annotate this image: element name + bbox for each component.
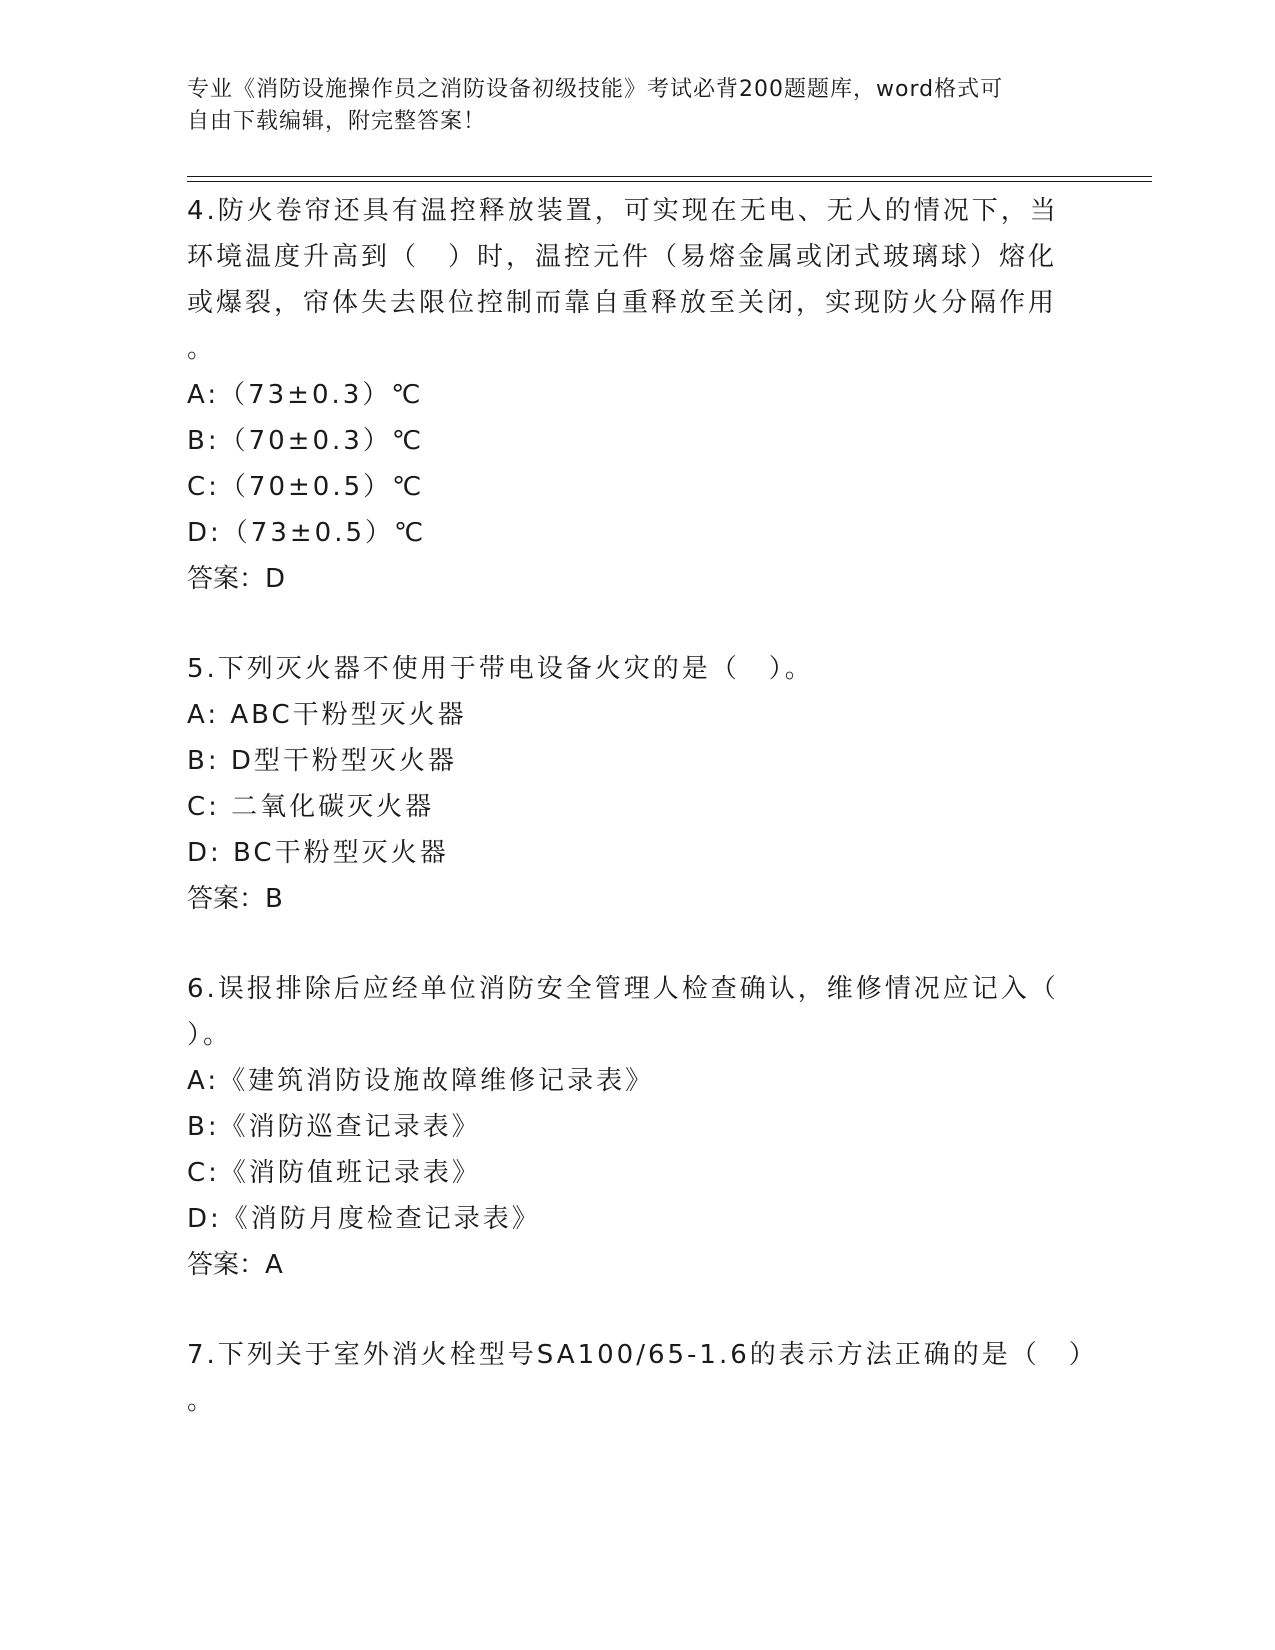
- question-text-line: 6.误报排除后应经单位消防安全管理人检查确认，维修情况应记入（: [187, 974, 1059, 1004]
- option-d: D: BC干粉型灭火器: [187, 838, 449, 868]
- answer: 答案：B: [187, 884, 283, 914]
- question-text-line: 5.下列灭火器不使用于带电设备火灾的是（ ）。: [187, 654, 814, 684]
- option-b: B: D型干粉型灭火器: [187, 746, 457, 776]
- question-text-line: 4.防火卷帘还具有温控释放装置，可实现在无电、无人的情况下，当: [187, 196, 1059, 226]
- question-text-line: 7.下列关于室外消火栓型号SA100/65-1.6的表示方法正确的是（ ）: [187, 1340, 1098, 1370]
- header-line-2: 自由下载编辑，附完整答案！: [187, 109, 487, 134]
- header-divider-top: [187, 176, 1152, 177]
- option-c: C: 二氧化碳灭火器: [187, 792, 435, 822]
- option-a: A: ABC干粉型灭火器: [187, 700, 467, 730]
- question-text-line: 或爆裂，帘体失去限位控制而靠自重释放至关闭，实现防火分隔作用: [187, 288, 1058, 318]
- option-c: C:《消防值班记录表》: [187, 1158, 481, 1188]
- question-text-line: 。: [187, 1386, 217, 1416]
- header-divider-bottom: [187, 181, 1152, 182]
- question-5: [187, 646, 1067, 922]
- question-6: [187, 966, 1067, 1288]
- option-d: D:（73±0.5）℃: [187, 518, 427, 548]
- question-text-line: 。: [187, 334, 217, 364]
- answer: 答案：D: [187, 564, 286, 594]
- option-a: A:《建筑消防设施故障维修记录表》: [187, 1066, 655, 1096]
- question-4: [187, 188, 1067, 602]
- question-list: [187, 188, 1098, 1468]
- option-b: B:《消防巡查记录表》: [187, 1112, 481, 1142]
- document-header: [187, 74, 1067, 138]
- option-a: A:（73±0.3）℃: [187, 380, 424, 410]
- answer: 答案：A: [187, 1250, 283, 1280]
- question-text-line: 环境温度升高到（ ）时，温控元件（易熔金属或闭式玻璃球）熔化: [187, 242, 1058, 272]
- option-c: C:（70±0.5）℃: [187, 472, 425, 502]
- question-7: [187, 1332, 1098, 1424]
- header-line-1: 专业《消防设施操作员之消防设备初级技能》考试必背200题题库，word格式可: [187, 77, 1004, 102]
- option-d: D:《消防月度检查记录表》: [187, 1204, 541, 1234]
- option-b: B:（70±0.3）℃: [187, 426, 425, 456]
- question-text-line: ）。: [187, 1020, 233, 1050]
